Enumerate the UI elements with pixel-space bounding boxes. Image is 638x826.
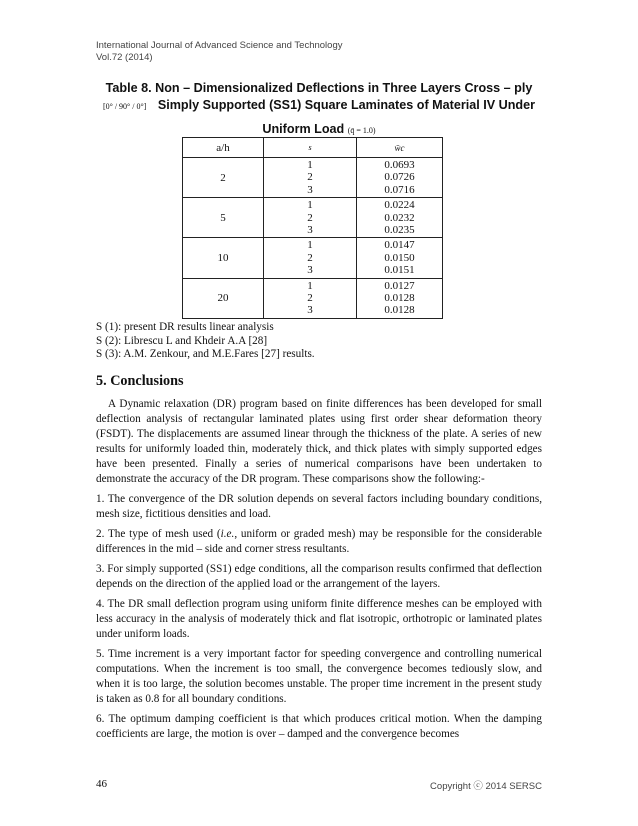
point-1: 1. The convergence of the DR solution depends on several factors including boundary conditions, mesh size, fictitious densities and load. [96, 493, 542, 520]
journal-volume: Vol.72 (2014) [96, 52, 153, 63]
header-ah: a/h [183, 138, 264, 158]
point-3: 3. For simply supported (SS1) edge conditions, all the comparison results confirmed that deflection depends on the direction of the applied load or the arrangement of the layers. [96, 563, 542, 590]
copyright-notice: Copyright ⓒ 2014 SERSC [430, 781, 542, 792]
table-row [183, 198, 443, 238]
journal-name: International Journal of Advanced Science and Technology [96, 40, 343, 51]
load-value: (q̄ = 1.0) [347, 126, 376, 135]
table-header-row [183, 138, 443, 158]
cell-ah: 20 [183, 278, 264, 318]
cell-wc: 0.0224 0.0232 0.0235 [357, 198, 443, 238]
table-row [183, 278, 443, 318]
caption-line-2 [96, 97, 542, 115]
point-2-start: 2. The type of mesh used ( [96, 528, 221, 540]
intro-paragraph: A Dynamic relaxation (DR) program based on finite differences has been developed for small deflection analysis of rectangular laminated plates using first order shear deformation theory (FSDT). The displacements are assumed linear through the thickness of the plate. A series of new results for uniformly loaded thin, moderately thick, and thick plates with simply supported edges have been presented. Finally a series of numerical comparisons have been undertaken to demonstrate the accuracy of the DR program. These comparisons show the following:- [96, 398, 542, 485]
point-2 [96, 527, 542, 557]
cell-wc: 0.0127 0.0128 0.0128 [357, 278, 443, 318]
header-s: s [264, 138, 357, 158]
deflection-table [182, 137, 443, 319]
reference-item: S (3): A.M. Zenkour, and M.E.Fares [27] results. [96, 348, 315, 361]
reference-item: S (2): Librescu L and Khdeir A.A [28] [96, 334, 268, 347]
caption-line-1: Table 8. Non – Dimensionalized Deflections in Three Layers Cross – ply [105, 81, 533, 95]
point-4: 4. The DR small deflection program using uniform finite difference meshes can be employed with less accuracy in the analysis of moderately thick and flat isotropic, orthotropic or laminated plates under uniform loads. [96, 598, 542, 640]
table-row [183, 238, 443, 278]
cell-s: 1 2 3 [264, 278, 357, 318]
cell-ah: 10 [183, 238, 264, 278]
reference-list [96, 321, 315, 362]
cell-wc: 0.0693 0.0726 0.0716 [357, 158, 443, 198]
caption-line-3-text: Uniform Load [262, 122, 345, 136]
point-2-end: , uniform or graded mesh) may be responsible for the considerable differences in the mid – side and corner stress resultants. [96, 528, 542, 555]
cell-wc: 0.0147 0.0150 0.0151 [357, 238, 443, 278]
cell-s: 1 2 3 [264, 238, 357, 278]
running-header [96, 40, 342, 64]
table-row [183, 158, 443, 198]
point-2-ie: i.e. [220, 528, 235, 540]
cell-ah: 5 [183, 198, 264, 238]
reference-item: S (1): present DR results linear analysis [96, 321, 274, 333]
header-wc: w̄c [357, 138, 443, 158]
cell-s: 1 2 3 [264, 158, 357, 198]
point-5: 5. Time increment is a very important factor for speeding convergence and controlling numerical computations. When the increment is too small, the convergence becomes tediously slow, and when it is too large, the solution becomes unstable. The proper time increment in the present study is taken as 0.8 for all boundary conditions. [96, 648, 542, 705]
section-heading: 5. Conclusions [96, 373, 184, 389]
conclusions-body [96, 397, 542, 747]
ply-sequence: [0° / 90° / 0°] [102, 102, 147, 111]
point-6: 6. The optimum damping coefficient is that which produces critical motion. When the damping coefficients are large, the motion is over – damped and the convergence becomes [96, 713, 542, 740]
cell-s: 1 2 3 [264, 198, 357, 238]
table-body [183, 158, 443, 319]
cell-ah: 2 [183, 158, 264, 198]
caption-line-2-text: Simply Supported (SS1) Square Laminates of Material IV Under [157, 98, 536, 112]
page-number: 46 [96, 778, 107, 790]
table-caption [96, 80, 542, 139]
